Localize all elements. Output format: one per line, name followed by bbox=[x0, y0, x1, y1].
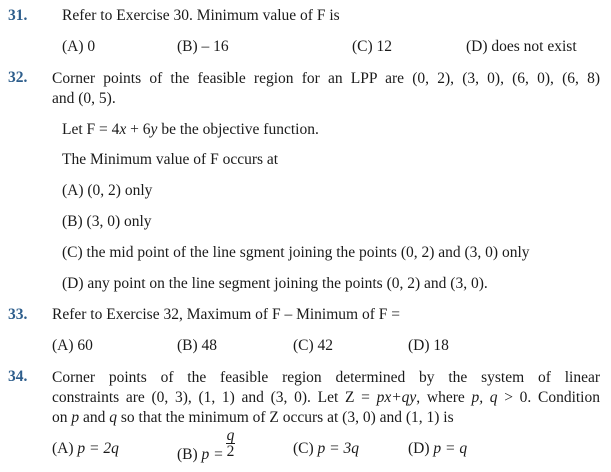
question-stem: Refer to Exercise 32, Maximum of F – Minimum of F = bbox=[52, 306, 400, 323]
stem-line: and (0, 5). bbox=[52, 90, 116, 107]
stem-line: on p and q so that the minimum of Z occurs at (3, 0) and (1, 1) is bbox=[52, 409, 454, 426]
question-number: 33. bbox=[8, 306, 28, 323]
stem-line: Corner points of the feasible region for an LPP are (0, 2), (3, 0), (6, 0), (6, 8) bbox=[52, 70, 600, 87]
option-a: (A) 0 bbox=[62, 38, 96, 55]
option-c: (C) the mid point of the line sgment joining the points (0, 2) and (3, 0) only bbox=[62, 244, 530, 261]
fraction: $\frac{q}{2}$ bbox=[226, 427, 235, 460]
option-a: (A) 60 bbox=[52, 337, 93, 354]
objective-function: Let F = 4x + 6y be the objective function. bbox=[62, 121, 319, 138]
option-d: (D) does not exist bbox=[466, 38, 577, 55]
option-b: (B) p = $\frac{q}{2}$ bbox=[177, 427, 235, 464]
option-b: (B) 48 bbox=[177, 337, 218, 354]
option-a: (A) p = 2q bbox=[52, 440, 119, 457]
option-c: (C) 42 bbox=[293, 337, 334, 354]
question-prompt: The Minimum value of F occurs at bbox=[62, 151, 279, 168]
option-c: (C) 12 bbox=[352, 38, 393, 55]
option-d: (D) 18 bbox=[408, 337, 449, 354]
question-number: 32. bbox=[8, 69, 28, 86]
stem-line: constraints are (0, 3), (1, 1) and (3, 0). Let Z = px+qy, where p, q > 0. Condition bbox=[52, 389, 600, 406]
question-stem: Refer to Exercise 30. Minimum value of F is bbox=[62, 7, 340, 24]
option-b: (B) – 16 bbox=[177, 38, 229, 55]
question-number: 34. bbox=[8, 368, 28, 385]
option-a: (A) (0, 2) only bbox=[62, 182, 153, 199]
option-c: (C) p = 3q bbox=[293, 440, 360, 457]
option-d: (D) p = q bbox=[408, 440, 468, 457]
stem-line: Corner points of the feasible region determined by the system of linear bbox=[52, 369, 600, 386]
option-b: (B) (3, 0) only bbox=[62, 213, 152, 230]
question-stem bbox=[52, 69, 600, 109]
option-d: (D) any point on the line segment joining the points (0, 2) and (3, 0). bbox=[62, 275, 488, 292]
question-stem bbox=[52, 368, 600, 428]
question-number: 31. bbox=[8, 7, 28, 24]
